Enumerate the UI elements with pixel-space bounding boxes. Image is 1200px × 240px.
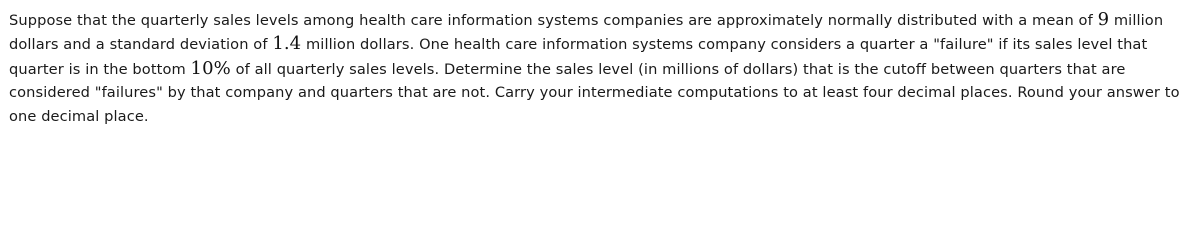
- problem-text-part-4: of all quarterly sales levels. Determine the sales level (in millions of dollars) that is the cutoff between quarters that are considered "failures" by that company and quarters that are not. Carry your intermediate computations to at least four decimal places. Round your answer to one decimal place.: [9, 60, 1180, 125]
- problem-text-part-2: million dollars and a standard deviation of: [9, 12, 1164, 54]
- percent-value: 10%: [190, 57, 231, 79]
- std-dev-value: 1.4: [272, 33, 302, 55]
- problem-text-part-1: Suppose that the quarterly sales levels among health care information systems companies are approximately normally distributed with a mean of: [9, 12, 1098, 29]
- mean-value: 9: [1097, 9, 1110, 30]
- problem-text-part-3: million dollars. One health care information systems company considers a quarter a "failure" if its sales level that quarter is in the bottom: [9, 36, 1148, 78]
- problem-statement: [9, 8, 1194, 128]
